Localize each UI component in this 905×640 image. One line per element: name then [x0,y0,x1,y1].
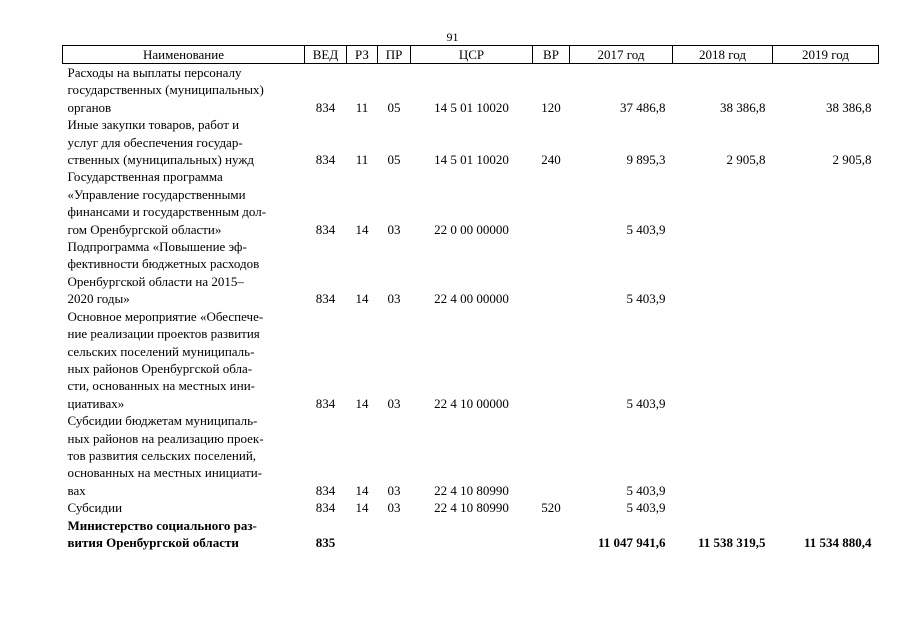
row-y2017: 5 403,9 [626,221,666,237]
row-rz: 14 [355,482,369,498]
header-csr: ЦСР [411,46,533,64]
row-ved: 834 [315,395,336,411]
table-row [63,308,879,412]
row-y2019 [773,308,879,412]
row-y2017: 11 047 941,6 [597,534,666,550]
row-y2019: 2 905,8 [832,152,872,168]
row-name [63,412,305,499]
row-pr: 03 [387,221,401,237]
table-body [63,64,879,552]
row-vr: 520 [541,500,561,516]
row-csr: 22 4 10 00000 [434,395,509,411]
header-pr: ПР [378,46,411,64]
row-y2017: 5 403,9 [626,291,666,307]
row-y2019 [773,412,879,499]
row-name-line: Основное мероприятие «Обеспече- [67,308,264,324]
row-rz: 14 [355,500,369,516]
row-ved: 834 [315,99,336,115]
row-name-line: ных районов на реализацию проек- [67,430,264,446]
row-name-line: вах [67,482,86,498]
row-ved: 834 [315,482,336,498]
row-name-line: вития Оренбургской области [67,534,239,550]
row-name-line: «Управление государственными [67,186,246,202]
row-y2017: 9 895,3 [626,152,666,168]
row-y2017: 5 403,9 [626,482,666,498]
table-row [63,168,879,238]
row-y2018 [673,308,773,412]
row-rz: 14 [355,221,369,237]
row-y2018 [673,168,773,238]
header-row [63,46,879,64]
header-name: Наименование [63,46,305,64]
row-y2018: 11 538 319,5 [697,534,766,550]
table-row [63,116,879,168]
row-ved: 834 [315,152,336,168]
row-csr: 14 5 01 10020 [434,152,509,168]
row-vr: 120 [541,99,561,115]
row-name [63,238,305,308]
row-name-line: фективности бюджетных расходов [67,256,260,272]
row-csr: 22 4 00 00000 [434,291,509,307]
row-name-line: Государственная программа [67,169,223,185]
budget-table [62,45,879,551]
row-rz: 14 [355,291,369,307]
row-y2018 [673,238,773,308]
row-y2017: 5 403,9 [626,395,666,411]
row-y2018 [673,412,773,499]
row-y2019: 11 534 880,4 [803,534,872,550]
row-name-line: сти, основанных на местных ини- [67,378,255,394]
row-csr: 22 0 00 00000 [434,221,509,237]
row-name-line: сельских поселений муниципаль- [67,343,255,359]
row-pr [378,517,411,552]
row-name-line: ственных (муниципальных) нужд [67,152,254,168]
row-ved: 835 [315,534,336,550]
table-header [63,46,879,64]
row-name-line: органов [67,99,112,115]
row-name-line: гом Оренбургской области» [67,221,222,237]
row-name-line: Расходы на выплаты персоналу [67,65,242,80]
header-2019: 2019 год [773,46,879,64]
row-y2017: 37 486,8 [620,99,666,115]
row-y2019: 38 386,8 [826,99,872,115]
row-rz: 11 [355,99,369,115]
header-rz: РЗ [347,46,378,64]
row-pr: 03 [387,395,401,411]
row-vr [533,308,570,412]
row-name-line: услуг для обеспечения государ- [67,134,243,150]
row-csr: 22 4 10 80990 [434,500,509,516]
row-rz: 11 [355,152,369,168]
row-csr: 14 5 01 10020 [434,99,509,115]
row-y2018 [673,499,773,516]
row-csr: 22 4 10 80990 [434,482,509,498]
table-row [63,412,879,499]
row-ved: 834 [315,221,336,237]
row-rz [347,517,378,552]
row-y2019 [773,238,879,308]
page-number: 91 [446,30,459,44]
table-row [63,238,879,308]
row-vr: 240 [541,152,561,168]
row-name-line: тов развития сельских поселений, [67,447,257,463]
row-vr [533,517,570,552]
row-csr [411,517,533,552]
row-name [63,64,305,117]
row-name-line: ние реализации проектов развития [67,326,260,342]
row-name-line: 2020 годы» [67,291,130,307]
row-ved: 834 [315,291,336,307]
row-name-line: Субсидии [67,500,123,516]
row-name-line: Министерство социального раз- [67,517,257,533]
row-y2019 [773,168,879,238]
row-pr: 05 [387,152,401,168]
header-vr: ВР [533,46,570,64]
header-2018: 2018 год [673,46,773,64]
row-pr: 03 [387,291,401,307]
row-name [63,308,305,412]
row-name-line: циативах» [67,395,125,411]
header-ved: ВЕД [305,46,347,64]
row-name-line: ных районов Оренбургской обла- [67,360,253,376]
row-pr: 05 [387,99,401,115]
row-name-line: Подпрограмма «Повышение эф- [67,239,247,255]
row-y2019 [773,499,879,516]
row-vr [533,238,570,308]
row-ved: 834 [315,500,336,516]
row-name-line: основанных на местных инициати- [67,465,263,481]
table-row [63,517,879,552]
row-name-line: Оренбургской области на 2015– [67,273,244,289]
row-name [63,116,305,168]
row-y2018: 2 905,8 [726,152,766,168]
row-name [63,168,305,238]
row-vr [533,412,570,499]
row-name [63,499,305,516]
table-row [63,64,879,117]
table-row [63,499,879,516]
row-name-line: Субсидии бюджетам муниципаль- [67,413,258,429]
row-name-line: государственных (муниципальных) [67,82,264,98]
row-vr [533,168,570,238]
row-name [63,517,305,552]
row-y2018: 38 386,8 [720,99,766,115]
header-2017: 2017 год [570,46,673,64]
row-pr: 03 [387,482,401,498]
row-name-line: финансами и государственным дол- [67,204,267,220]
row-name-line: Иные закупки товаров, работ и [67,117,240,133]
row-pr: 03 [387,500,401,516]
row-rz: 14 [355,395,369,411]
row-y2017: 5 403,9 [626,500,666,516]
